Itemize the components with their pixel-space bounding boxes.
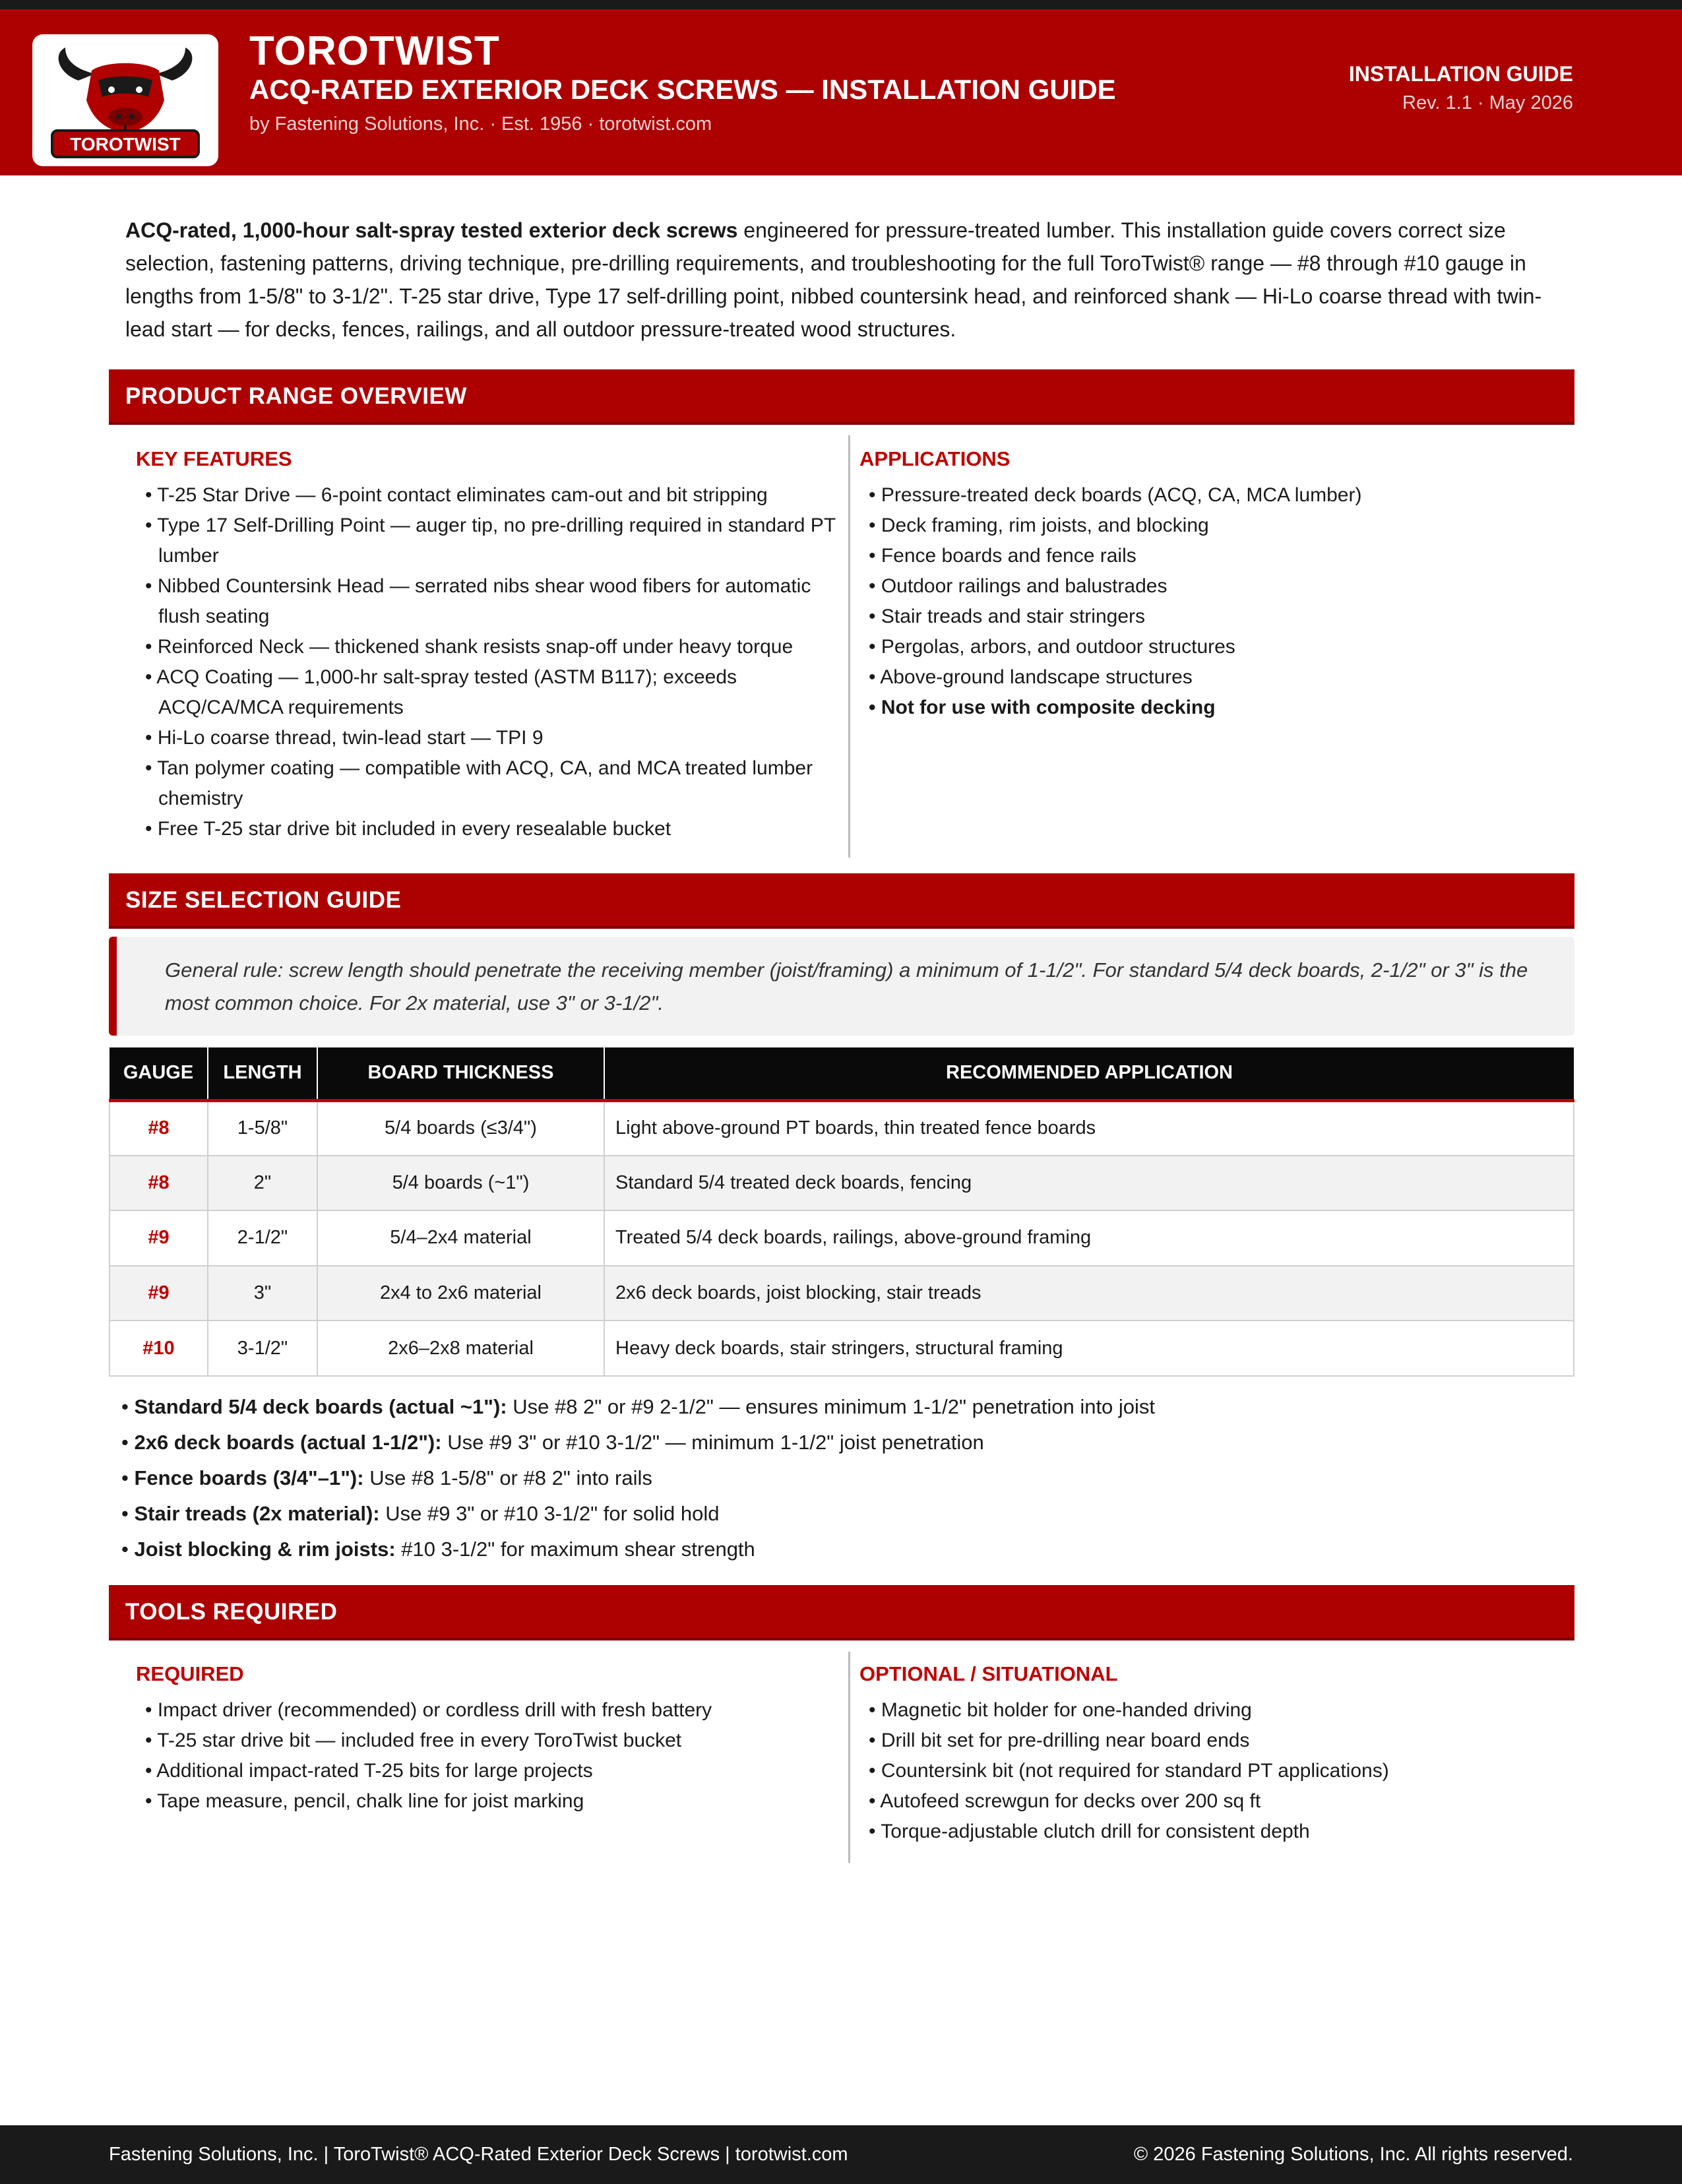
- callout-text: General rule: screw length should penetrate the receiving member (joist/framing) a minimum of 1-1/2". For standard 5/4 deck boards, 2-1/2" or 3" is the most common choice. For 2x material, use 3" or 3-1/2".: [165, 958, 1528, 1014]
- list-item: • Free T-25 star drive bit included in every resealable bucket: [136, 814, 844, 844]
- length-cell: 3": [208, 1266, 317, 1321]
- key-features-heading: KEY FEATURES: [136, 447, 292, 470]
- length-cell: 2-1/2": [208, 1210, 317, 1266]
- list-item: • Countersink bit (not required for standard PT applications): [859, 1756, 1565, 1786]
- document-subtitle: ACQ-RATED EXTERIOR DECK SCREWS — INSTALLATION GUIDE: [249, 74, 1116, 105]
- length-cell: 2": [208, 1156, 317, 1211]
- bull-logo-icon: [32, 34, 218, 166]
- table-header-row: [109, 1047, 1574, 1100]
- thickness-cell: 2x4 to 2x6 material: [317, 1266, 604, 1321]
- brand-title: TOROTWIST: [249, 28, 500, 74]
- application-cell: 2x6 deck boards, joist blocking, stair treads: [604, 1266, 1574, 1321]
- gauge-cell: #9: [109, 1210, 208, 1266]
- note-label: Standard 5/4 deck boards (actual ~1"):: [134, 1395, 507, 1418]
- revision-date: Rev. 1.1 · May 2026: [1402, 92, 1573, 113]
- list-item: • T-25 Star Drive — 6-point contact eliminates cam-out and bit stripping: [136, 480, 844, 511]
- footer-copyright: © 2026 Fastening Solutions, Inc. All rights reserved.: [1133, 2144, 1573, 2165]
- column-header: BOARD THICKNESS: [317, 1047, 604, 1100]
- section-title: PRODUCT RANGE OVERVIEW: [125, 383, 467, 409]
- tools-required-heading: REQUIRED: [136, 1662, 244, 1685]
- logo-text: TOROTWIST: [70, 134, 181, 154]
- section-title: TOOLS REQUIRED: [125, 1599, 338, 1625]
- application-cell: Heavy deck boards, stair stringers, structural framing: [604, 1321, 1574, 1376]
- table-row: [109, 1266, 1574, 1321]
- key-features-column: [136, 447, 844, 844]
- column-header: GAUGE: [109, 1047, 208, 1100]
- column-divider: [848, 1652, 850, 1863]
- gauge-cell: #10: [109, 1321, 208, 1376]
- section-product-range: [109, 369, 1574, 425]
- list-item: • ACQ Coating — 1,000-hr salt-spray tested (ASTM B117); exceeds ACQ/CA/MCA requirements: [136, 662, 844, 723]
- tools-optional-heading: OPTIONAL / SITUATIONAL: [859, 1662, 1118, 1685]
- list-item: • Above-ground landscape structures: [859, 662, 1565, 693]
- table-row: [109, 1321, 1574, 1376]
- thickness-cell: 5/4–2x4 material: [317, 1210, 604, 1266]
- table-row: [109, 1156, 1574, 1211]
- size-notes-list: [121, 1389, 1155, 1567]
- thickness-cell: 5/4 boards (≤3/4"): [317, 1100, 604, 1156]
- list-item: • Deck framing, rim joists, and blocking: [859, 511, 1565, 541]
- note-label: Joist blocking & rim joists:: [134, 1538, 396, 1561]
- intro-paragraph: [125, 214, 1557, 346]
- length-cell: 1-5/8": [208, 1100, 317, 1156]
- page-footer: [0, 2125, 1682, 2184]
- footer-company-info: Fastening Solutions, Inc. | ToroTwist® ACQ-Rated Exterior Deck Screws | torotwist.com: [109, 2144, 848, 2165]
- tools-optional-list: [859, 1695, 1565, 1847]
- thickness-cell: 5/4 boards (~1"): [317, 1156, 604, 1211]
- page-header: [0, 0, 1682, 175]
- note-label: Stair treads (2x material):: [134, 1502, 380, 1525]
- list-item: • Pergolas, arbors, and outdoor structures: [859, 632, 1565, 662]
- note-text: Use #8 2" or #9 2-1/2" — ensures minimum 1-1/2" penetration into joist: [507, 1395, 1156, 1418]
- tools-required-column: [136, 1662, 844, 1817]
- note-label: Fence boards (3/4"–1"):: [134, 1466, 364, 1489]
- general-rule-callout: [109, 937, 1574, 1036]
- gauge-cell: #8: [109, 1100, 208, 1156]
- size-note: • Standard 5/4 deck boards (actual ~1"): Use #8 2" or #9 2-1/2" — ensures minimum 1-1/2" penetration into joist: [121, 1395, 1156, 1418]
- list-item: • Torque-adjustable clutch drill for consistent depth: [859, 1817, 1565, 1847]
- size-selection-table: [109, 1047, 1574, 1377]
- brand-logo: [32, 34, 218, 166]
- list-item: • Outdoor railings and balustrades: [859, 571, 1565, 602]
- section-size-selection: [109, 873, 1574, 929]
- intro-lead: ACQ-rated, 1,000-hour salt-spray tested exterior deck screws: [125, 218, 738, 242]
- note-text: Use #8 1-5/8" or #8 2" into rails: [363, 1466, 652, 1489]
- applications-heading: APPLICATIONS: [859, 447, 1011, 470]
- gauge-cell: #9: [109, 1266, 208, 1321]
- key-features-list: [136, 480, 844, 844]
- size-note: • Stair treads (2x material): Use #9 3" or #10 3-1/2" for solid hold: [121, 1502, 720, 1525]
- column-divider: [848, 435, 850, 858]
- applications-list: [859, 480, 1565, 723]
- application-cell: Standard 5/4 treated deck boards, fencing: [604, 1156, 1574, 1211]
- size-note: • Joist blocking & rim joists: #10 3-1/2" for maximum shear strength: [121, 1538, 755, 1561]
- intro-body: engineered for pressure-treated lumber. This installation guide covers correct size selection, fastening patterns, driving technique, pre-drilling requirements, and troubleshooting for the full ToroTwist® range — #8 through #10 gauge in lengths from 1-5/8" to 3-1/2". T-25 star drive, Type 17 self-drilling point, nibbed countersink head, and reinforced shank — Hi-Lo coarse thread with twin-lead start — for decks, fences, railings, and all outdoor pressure-treated wood structures.: [125, 218, 1542, 341]
- list-item: • Additional impact-rated T-25 bits for large projects: [136, 1756, 844, 1786]
- guide-label: INSTALLATION GUIDE: [1348, 62, 1573, 86]
- list-item: • Fence boards and fence rails: [859, 541, 1565, 571]
- table-row: [109, 1210, 1574, 1266]
- table-row: [109, 1100, 1574, 1156]
- section-tools-required: [109, 1585, 1574, 1640]
- size-note: • Fence boards (3/4"–1"): Use #8 1-5/8" or #8 2" into rails: [121, 1466, 652, 1489]
- thickness-cell: 2x6–2x8 material: [317, 1321, 604, 1376]
- size-note: • 2x6 deck boards (actual 1-1/2"): Use #9 3" or #10 3-1/2" — minimum 1-1/2" joist penetration: [121, 1431, 984, 1454]
- tools-optional-column: [859, 1662, 1565, 1847]
- list-item: • Stair treads and stair stringers: [859, 602, 1565, 632]
- list-item: • Impact driver (recommended) or cordless drill with fresh battery: [136, 1695, 844, 1726]
- application-cell: Light above-ground PT boards, thin treated fence boards: [604, 1100, 1574, 1156]
- column-header: RECOMMENDED APPLICATION: [604, 1047, 1574, 1100]
- brand-byline: by Fastening Solutions, Inc. · Est. 1956 · torotwist.com: [249, 113, 712, 135]
- section-title: SIZE SELECTION GUIDE: [125, 887, 402, 913]
- list-item: • Type 17 Self-Drilling Point — auger tip, no pre-drilling required in standard PT lumber: [136, 511, 844, 571]
- list-item: • Drill bit set for pre-drilling near board ends: [859, 1726, 1565, 1756]
- length-cell: 3-1/2": [208, 1321, 317, 1376]
- list-item: • Tape measure, pencil, chalk line for joist marking: [136, 1786, 844, 1817]
- list-item: • Hi-Lo coarse thread, twin-lead start — TPI 9: [136, 723, 844, 753]
- tools-required-list: [136, 1695, 844, 1817]
- note-text: Use #9 3" or #10 3-1/2" — minimum 1-1/2" joist penetration: [441, 1431, 984, 1454]
- application-cell: Treated 5/4 deck boards, railings, above-ground framing: [604, 1210, 1574, 1266]
- list-item: • T-25 star drive bit — included free in every ToroTwist bucket: [136, 1726, 844, 1756]
- list-item: • Magnetic bit holder for one-handed driving: [859, 1695, 1565, 1726]
- list-item: • Nibbed Countersink Head — serrated nibs shear wood fibers for automatic flush seating: [136, 571, 844, 632]
- gauge-cell: #8: [109, 1156, 208, 1211]
- note-label: 2x6 deck boards (actual 1-1/2"):: [134, 1431, 442, 1454]
- list-item: • Pressure-treated deck boards (ACQ, CA, MCA lumber): [859, 480, 1565, 511]
- applications-column: [859, 447, 1565, 723]
- list-item: • Tan polymer coating — compatible with ACQ, CA, and MCA treated lumber chemistry: [136, 753, 844, 814]
- list-item: • Reinforced Neck — thickened shank resists snap-off under heavy torque: [136, 632, 844, 662]
- list-item: • Autofeed screwgun for decks over 200 sq ft: [859, 1786, 1565, 1817]
- column-header: LENGTH: [208, 1047, 317, 1100]
- list-item-warning: • Not for use with composite decking: [859, 693, 1565, 723]
- note-text: Use #9 3" or #10 3-1/2" for solid hold: [379, 1502, 720, 1525]
- note-text: #10 3-1/2" for maximum shear strength: [395, 1538, 755, 1561]
